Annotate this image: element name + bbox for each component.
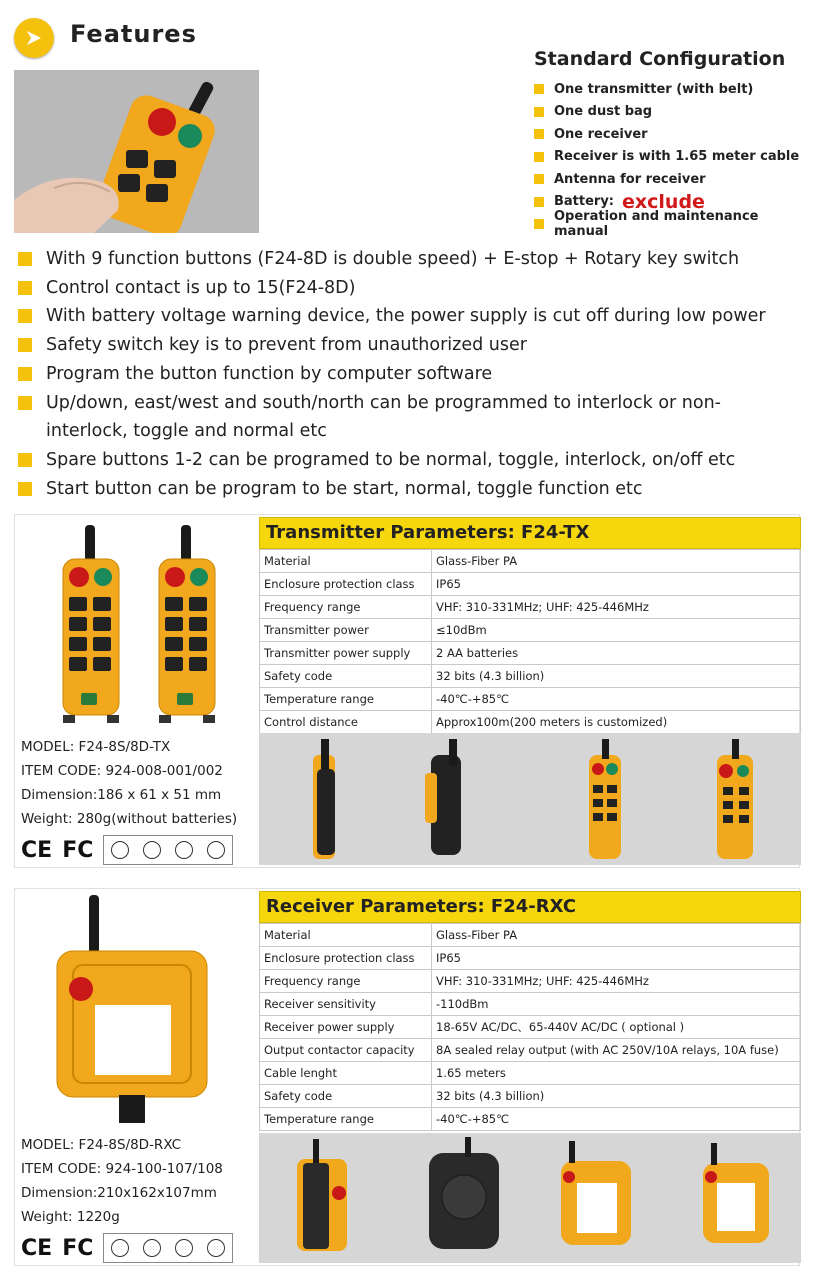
receiver-unit-image [47, 895, 217, 1123]
arrow-badge-icon [14, 18, 54, 58]
fc-mark-icon: FC [62, 1235, 94, 1261]
standard-configuration [534, 48, 814, 240]
bullet-icon [534, 197, 544, 207]
bullet-icon [18, 367, 32, 381]
receiver-panel [14, 888, 800, 1266]
bullet-icon [18, 482, 32, 496]
table-row: Transmitter power supply 2 AA batteries [260, 642, 801, 665]
feature-item: Safety switch key is to prevent from unauthorized user [18, 331, 808, 360]
feature-item: Spare buttons 1-2 can be programed to be normal, toggle, interlock, on/off etc [18, 446, 808, 475]
bullet-icon [18, 281, 32, 295]
config-item: One receiver [534, 123, 814, 146]
bullet-icon [534, 174, 544, 184]
table-row: Temperature range -40℃-+85℃ [260, 1108, 801, 1131]
receiver-photos-strip [259, 1133, 801, 1263]
table-row: Cable lenght 1.65 meters [260, 1062, 801, 1085]
page-title: Features [70, 20, 197, 48]
transmitter-photos-strip [259, 733, 801, 865]
table-row: Transmitter power ≤10dBm [260, 619, 801, 642]
table-row: Enclosure protection class IP65 [260, 947, 801, 970]
transmitter-remote-image [59, 525, 123, 723]
feature-list [18, 245, 808, 503]
model-text: MODEL: F24-8S/8D-RXC [21, 1137, 182, 1153]
config-item: Operation and maintenance manual [534, 213, 814, 236]
config-item: Antenna for receiver [534, 168, 814, 191]
table-row: Frequency range VHF: 310-331MHz; UHF: 425-446MHz [260, 970, 801, 993]
certification-marks [21, 1233, 233, 1263]
feature-item: Program the button function by computer software [18, 360, 808, 389]
dimension-text: Dimension:186 x 61 x 51 mm [21, 787, 222, 803]
bullet-icon [534, 152, 544, 162]
model-text: MODEL: F24-8S/8D-TX [21, 739, 171, 755]
item-code-text: ITEM CODE: 924-100-107/108 [21, 1161, 223, 1177]
table-row: Safety code 32 bits (4.3 billion) [260, 1085, 801, 1108]
bullet-icon [18, 338, 32, 352]
transmitter-model-info [21, 735, 257, 831]
table-row: Material Glass-Fiber PA [260, 550, 801, 573]
table-row: Material Glass-Fiber PA [260, 924, 801, 947]
feature-item: With 9 function buttons (F24-8D is double speed) + E-stop + Rotary key switch [18, 245, 808, 274]
table-row: Output contactor capacity 8A sealed relay output (with AC 250V/10A relays, 10A fuse) [260, 1039, 801, 1062]
feature-item: Start button can be program to be start, normal, toggle function etc [18, 475, 808, 504]
transmitter-remote-image [155, 525, 219, 723]
ce-mark-icon: CE [21, 1235, 53, 1261]
bullet-icon [534, 129, 544, 139]
receiver-model-info [21, 1133, 257, 1229]
receiver-params-title: Receiver Parameters: F24-RXC [259, 891, 801, 923]
safety-symbols-icon [103, 835, 233, 865]
dimension-text: Dimension:210x162x107mm [21, 1185, 217, 1201]
fc-mark-icon: FC [62, 837, 94, 863]
config-item-battery: Battery: exclude [534, 191, 814, 214]
table-row: Frequency range VHF: 310-331MHz; UHF: 425-446MHz [260, 596, 801, 619]
receiver-params-table [259, 923, 801, 1131]
table-row: Receiver sensitivity -110dBm [260, 993, 801, 1016]
table-row: Temperature range -40℃-+85℃ [260, 688, 801, 711]
weight-text: Weight: 1220g [21, 1209, 120, 1225]
standard-config-title: Standard Configuration [534, 48, 786, 70]
table-row: Control distance Approx100m(200 meters is customized) [260, 711, 801, 734]
bullet-icon [534, 219, 544, 229]
hand-remote-photo [14, 70, 259, 233]
feature-item: Up/down, east/west and south/north can be programmed to interlock or non-interlock, toggle and normal etc [18, 389, 808, 446]
bullet-icon [534, 84, 544, 94]
transmitter-panel [14, 514, 800, 868]
weight-text: Weight: 280g(without batteries) [21, 811, 238, 827]
config-item: Receiver is with 1.65 meter cable [534, 146, 814, 169]
bullet-icon [534, 107, 544, 117]
table-row: Receiver power supply 18-65V AC/DC、65-440V AC/DC ( optional ) [260, 1016, 801, 1039]
ce-mark-icon: CE [21, 837, 53, 863]
bullet-icon [18, 309, 32, 323]
bullet-icon [18, 252, 32, 266]
safety-symbols-icon [103, 1233, 233, 1263]
transmitter-params-table [259, 549, 801, 734]
item-code-text: ITEM CODE: 924-008-001/002 [21, 763, 223, 779]
feature-item: Control contact is up to 15(F24-8D) [18, 274, 808, 303]
feature-item: With battery voltage warning device, the power supply is cut off during low power [18, 302, 808, 331]
table-row: Safety code 32 bits (4.3 billion) [260, 665, 801, 688]
config-item: One transmitter (with belt) [534, 78, 814, 101]
certification-marks [21, 835, 233, 865]
table-row: Enclosure protection class IP65 [260, 573, 801, 596]
bullet-icon [18, 453, 32, 467]
config-item: One dust bag [534, 101, 814, 124]
battery-exclude-text: exclude [622, 190, 705, 213]
bullet-icon [18, 396, 32, 410]
transmitter-params-title: Transmitter Parameters: F24-TX [259, 517, 801, 549]
